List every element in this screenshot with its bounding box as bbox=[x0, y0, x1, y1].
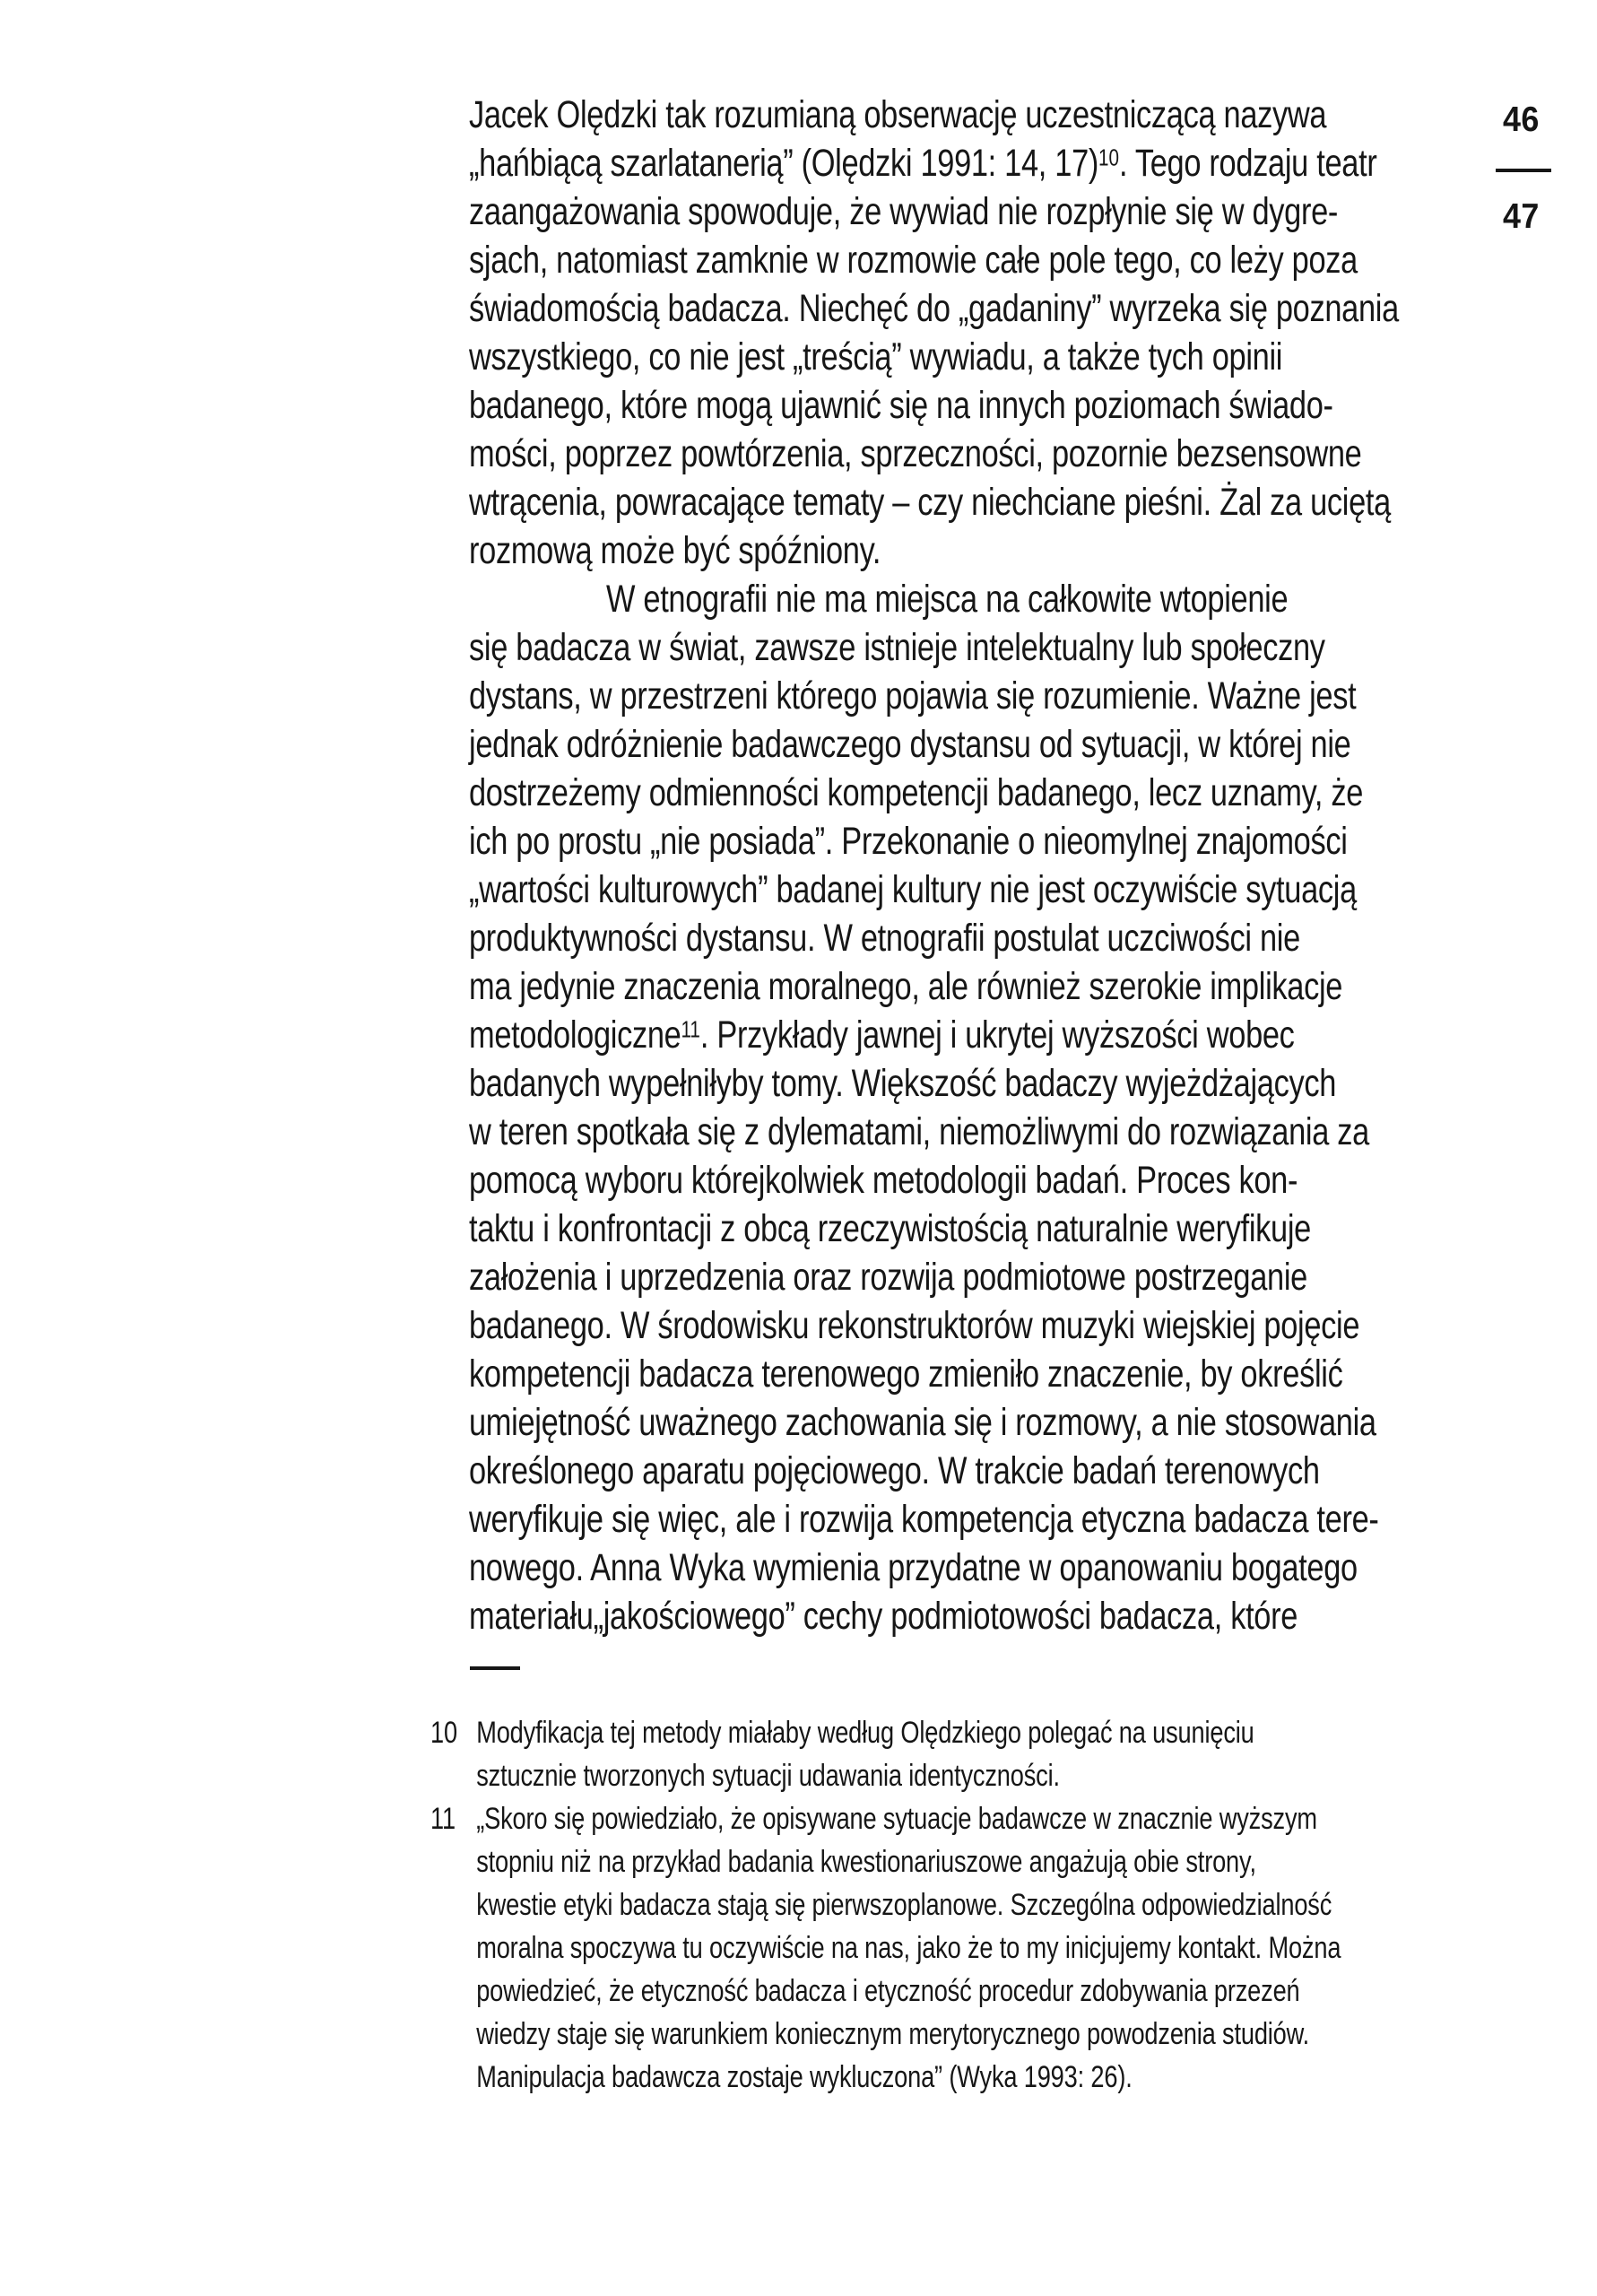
body-line-paragraph-start: W etnografii nie ma miejsca na całkowite wtopienie bbox=[606, 578, 1289, 621]
footnote-line: wiedzy staje się warunkiem koniecznym merytorycznego powodzenia studiów. bbox=[476, 2017, 1310, 2051]
footnote-separator bbox=[470, 1666, 520, 1670]
body-line: umiejętność uważnego zachowania się i rozmowy, a nie stosowania bbox=[469, 1401, 1376, 1444]
footnote-line: powiedzieć, że etyczność badacza i etyczność procedur zdobywania przezeń bbox=[476, 1974, 1300, 2008]
body-line: badanych wypełniłyby tomy. Większość badaczy wyjeżdżających bbox=[469, 1062, 1337, 1105]
body-line: nowego. Anna Wyka wymienia przydatne w opanowaniu bogatego bbox=[469, 1546, 1358, 1589]
body-line: jednak odróżnienie badawczego dystansu od sytuacji, w której nie bbox=[469, 723, 1351, 766]
footnote-line: Manipulacja badawcza zostaje wykluczona” (Wyka 1993: 26). bbox=[476, 2060, 1133, 2094]
body-line: materiału„jakościowego” cechy podmiotowości badacza, które bbox=[469, 1595, 1298, 1638]
body-line: wtrącenia, powracające tematy – czy niechciane pieśni. Żal za uciętą bbox=[469, 481, 1391, 524]
body-line: „hańbiącą szarlatanerią” (Olędzki 1991: 14, 17)$^{10}$. Tego rodzaju teatr bbox=[469, 142, 1377, 185]
body-line: dystans, w przestrzeni którego pojawia się rozumienie. Ważne jest bbox=[469, 674, 1357, 718]
body-line: mości, poprzez powtórzenia, sprzeczności, pozornie bezsensowne bbox=[469, 432, 1362, 475]
body-line: wszystkiego, co nie jest „treścią” wywiadu, a także tych opinii bbox=[469, 335, 1283, 378]
page-number-divider bbox=[1496, 169, 1551, 172]
footnote-line: stopniu niż na przykład badania kwestionariuszowe angażują obie strony, bbox=[476, 1845, 1256, 1879]
body-line: metodologiczne$^{11}$. Przykłady jawnej i ukrytej wyższości wobec bbox=[469, 1013, 1295, 1057]
body-line: Jacek Olędzki tak rozumianą obserwację uczestniczącą nazywa bbox=[469, 93, 1327, 136]
footnote-number: 11 bbox=[430, 1802, 456, 1836]
body-line: badanego. W środowisku rekonstruktorów muzyki wiejskiej pojęcie bbox=[469, 1304, 1360, 1347]
footnote-line bbox=[430, 1797, 1317, 1840]
body-line: ich po prostu „nie posiada”. Przekonanie o nieomylnej znajomości bbox=[469, 820, 1348, 863]
body-line: rozmową może być spóźniony. bbox=[469, 529, 881, 572]
body-line: kompetencji badacza terenowego zmieniło znaczenie, by określić bbox=[469, 1352, 1343, 1396]
body-line: produktywności dystansu. W etnografii postulat uczciwości nie bbox=[469, 917, 1300, 960]
body-line: założenia i uprzedzenia oraz rozwija podmiotowe postrzeganie bbox=[469, 1256, 1307, 1299]
body-line: określonego aparatu pojęciowego. W trakcie badań terenowych bbox=[469, 1449, 1320, 1492]
body-line: ma jedynie znaczenia moralnego, ale również szerokie implikacje bbox=[469, 965, 1343, 1008]
footnotes bbox=[430, 1711, 1533, 2099]
page-number-bottom: 47 bbox=[1503, 197, 1540, 236]
body-line: zaangażowania spowoduje, że wywiad nie rozpłynie się w dygre- bbox=[469, 190, 1339, 233]
body-line: w teren spotkała się z dylematami, niemożliwymi do rozwiązania za bbox=[469, 1110, 1369, 1153]
footnote-text: Modyfikacja tej metody miałaby według Olędzkiego polegać na usunięciu bbox=[476, 1716, 1254, 1750]
footnote-line: moralna spoczywa tu oczywiście na nas, jako że to my inicjujemy kontakt. Można bbox=[476, 1931, 1341, 1965]
body-line: świadomością badacza. Niechęć do „gadaniny” wyrzeka się poznania bbox=[469, 287, 1399, 330]
body-line: „wartości kulturowych” badanej kultury nie jest oczywiście sytuacją bbox=[469, 868, 1357, 911]
page-number-top: 46 bbox=[1503, 100, 1540, 139]
body-line: pomocą wyboru którejkolwiek metodologii badań. Proces kon- bbox=[469, 1159, 1298, 1202]
footnote-text: „Skoro się powiedziało, że opisywane sytuacje badawcze w znacznie wyższym bbox=[476, 1802, 1317, 1836]
body-line: badanego, które mogą ujawnić się na innych poziomach świado- bbox=[469, 384, 1333, 427]
body-line: sjach, natomiast zamknie w rozmowie całe pole tego, co leży poza bbox=[469, 239, 1358, 282]
footnote-number: 10 bbox=[430, 1716, 457, 1750]
footnote-line: kwestie etyki badacza stają się pierwszoplanowe. Szczególna odpowiedzialność bbox=[476, 1888, 1332, 1922]
body-line: dostrzeżemy odmienności kompetencji badanego, lecz uznamy, że bbox=[469, 771, 1364, 814]
footnote-line: sztucznie tworzonych sytuacji udawania identyczności. bbox=[476, 1759, 1060, 1793]
footnote-line bbox=[430, 1711, 1313, 1754]
body-line: weryfikuje się więc, ale i rozwija kompetencja etyczna badacza tere- bbox=[469, 1498, 1379, 1541]
body-line: się badacza w świat, zawsze istnieje intelektualny lub społeczny bbox=[469, 626, 1325, 669]
body-line: taktu i konfrontacji z obcą rzeczywistością naturalnie weryfikuje bbox=[469, 1207, 1311, 1250]
body-text bbox=[469, 91, 1469, 1640]
